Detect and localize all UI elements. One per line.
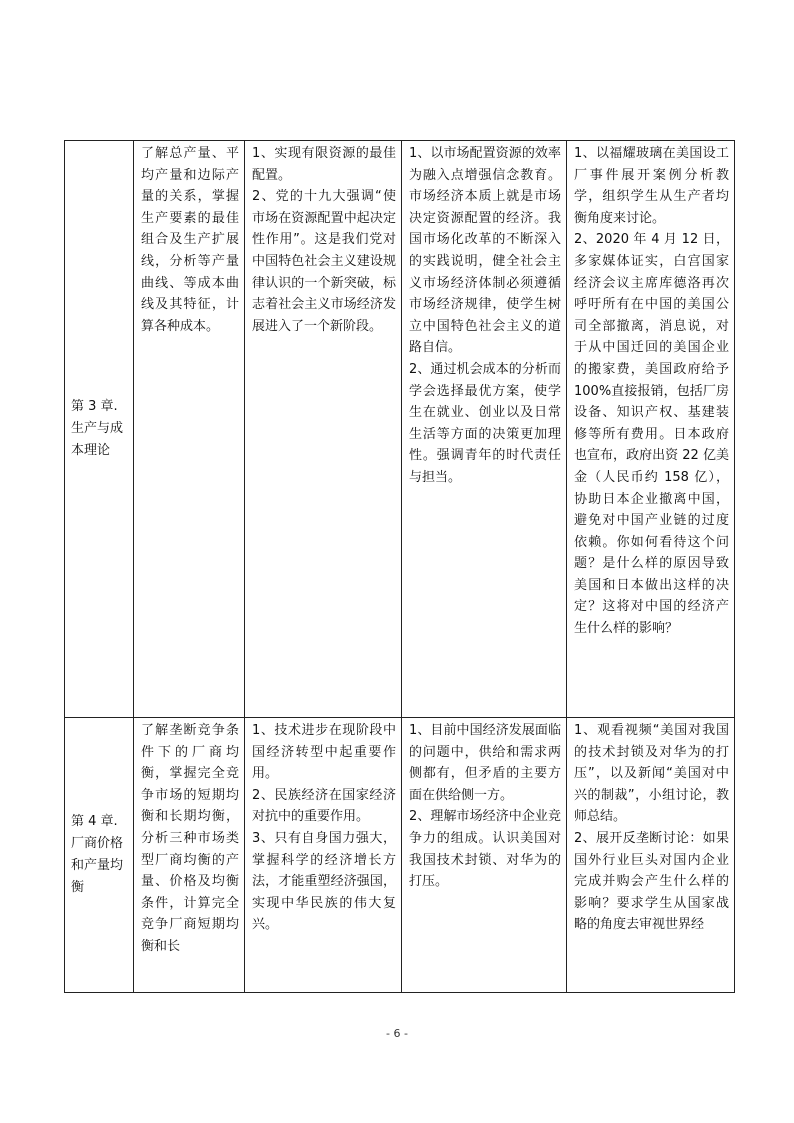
integration-cell xyxy=(402,141,567,718)
objectives-cell xyxy=(134,718,245,993)
cases-cell xyxy=(567,718,735,993)
cases-text: 1、观看视频“美国对我国的技术封锁及对华为的打压”，以及新闻“美国对中兴的制裁”，小组讨论，教师总结。 2、展开反垄断讨论：如果国外行业巨头对国内企业完成并购会产生什么样的影响？要求学生从国家战略的角度去审视世界经 xyxy=(574,723,729,933)
ideological-points-text: 1、技术进步在现阶段中国经济转型中起重要作用。 2、民族经济在国家经济对抗中的重要作用。 3、只有自身国力强大，掌握科学的经济增长方法，才能重塑经济强国，实现中华民族的伟大复兴。 xyxy=(252,723,396,933)
integration-text: 1、以市场配置资源的效率为融入点增强信念教育。市场经济本质上就是市场决定资源配置的经济。我国市场化改革的不断深入的实践说明，健全社会主义市场经济体制必须遵循市场经济规律，使学生树立中国特色社会主义的道路自信。 2、通过机会成本的分析而学会选择最优方案，使学生在就业、创业以及日常生活等方面的决策更加理性。强调青年的时代责任与担当。 xyxy=(409,146,561,485)
objectives-text: 了解总产量、平均产量和边际产量的关系，掌握生产要素的最佳组合及生产扩展线，分析等产量曲线、等成本曲线及其特征，计算各种成本。 xyxy=(141,146,239,334)
cases-cell xyxy=(567,141,735,718)
chapter-title: 第 4 章. 厂商价格和产量均衡 xyxy=(71,814,124,895)
ideological-points-cell xyxy=(245,141,402,718)
curriculum-table xyxy=(64,140,735,993)
integration-cell xyxy=(402,718,567,993)
objectives-cell xyxy=(134,141,245,718)
integration-text: 1、目前中国经济发展面临的问题中，供给和需求两侧都有，但矛盾的主要方面在供给侧一方。 2、理解市场经济中企业竞争力的组成。认识美国对我国技术封锁、对华为的打压。 xyxy=(409,723,561,890)
chapter-cell xyxy=(65,141,134,718)
objectives-text: 了解垄断竞争条件下的厂商均衡，掌握完全竞争市场的短期均衡和长期均衡，分析三种市场类型厂商均衡的产量、价格及均衡条件，计算完全竞争厂商短期均衡和长 xyxy=(141,723,239,954)
ideological-points-text: 1、实现有限资源的最佳配置。 2、党的十九大强调“使市场在资源配置中起决定性作用”。这是我们党对中国特色社会主义建设规律认识的一个新突破，标志着社会主义市场经济发展进入了一个新阶段。 xyxy=(252,146,396,334)
chapter-title: 第 3 章. 生产与成本理论 xyxy=(71,399,124,458)
page-number: - 6 - xyxy=(386,1027,408,1040)
cases-text: 1、以福耀玻璃在美国设工厂事件展开案例分析教学，组织学生从生产者均衡角度来讨论。 2、2020 年 4 月 12 日，多家媒体证实，白宫国家经济会议主席库德洛再次呼吁所有在中国的美国公司全部撤离，消息说，对于从中国迁回的美国企业的搬家费，美国政府给予 100%直接报销，包括厂房设备、知识产权、基建装修等所有费用。日本政府也宣布，政府出资 22 亿美金（人民币约 158 亿），协助日本企业撤离中国，避免对中国产业链的过度依赖。你如何看待这个问题？是什么样的原因导致美国和日本做出这样的决定？这将对中国的经济产生什么样的影响？ xyxy=(574,146,729,637)
table-row-chapter-4 xyxy=(65,718,735,993)
ideological-points-cell xyxy=(245,718,402,993)
chapter-cell xyxy=(65,718,134,993)
table-row-chapter-3 xyxy=(65,141,735,718)
